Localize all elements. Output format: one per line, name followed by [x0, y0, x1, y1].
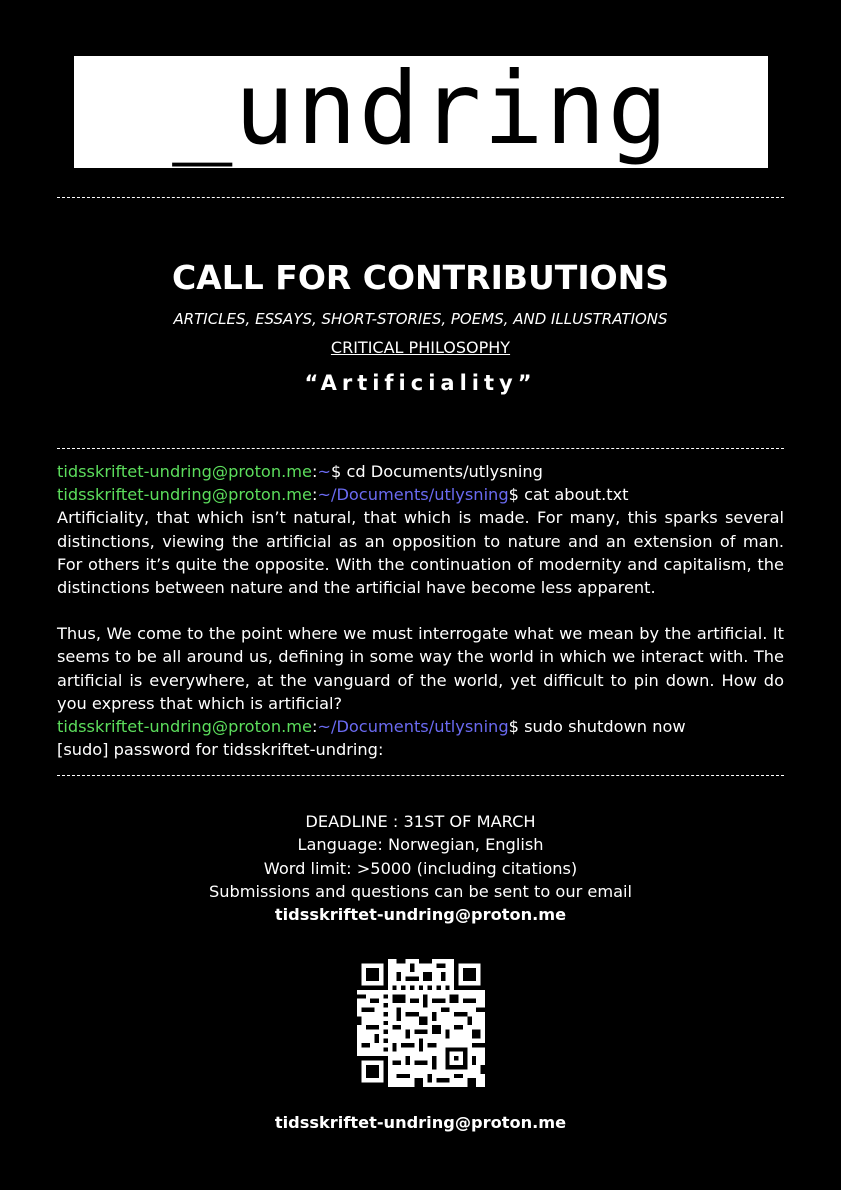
user-host: tidsskriftet-undring@proton.me [57, 462, 312, 481]
about-paragraph-2: Thus, We come to the point where we must interrogate what we mean by the artificial. It seems to be all around us, defining in some way the world in which we interact with. The artificial is everywhere, at the vanguard of the world, yet difficult to pin down. How do you express that which is artificial? [57, 624, 784, 713]
divider-terminal-top [57, 448, 784, 449]
call-subheading: ARTICLES, ESSAYS, SHORT-STORIES, POEMS, AND ILLUSTRATIONS [173, 310, 668, 328]
user-host: tidsskriftet-undring@proton.me [57, 485, 312, 505]
word-limit: Word limit: >5000 (including citations) [263, 858, 578, 878]
command: cat about.txt [524, 485, 629, 505]
submission-info [57, 810, 784, 926]
sudo-prompt: [sudo] password for tidsskriftet-undring: [57, 740, 384, 760]
command: sudo shutdown now [524, 717, 686, 737]
command: cd Documents/utlysning [346, 462, 543, 481]
divider-top [57, 197, 784, 198]
qr-code [357, 959, 485, 1087]
path: ~ [317, 462, 331, 481]
theme-title: “Artificiality” [304, 371, 537, 395]
divider-terminal-bottom [57, 775, 784, 776]
colon: : [311, 462, 318, 481]
path: ~/Documents/utlysning [317, 485, 509, 505]
footer-email: tidsskriftet-undring@proton.me [274, 1113, 567, 1132]
prompt: $ [331, 462, 347, 481]
terminal-line-cd [57, 460, 784, 483]
contact-email: tidsskriftet-undring@proton.me [274, 905, 567, 925]
logo-box [74, 50, 768, 168]
terminal-line-shutdown [57, 715, 784, 738]
prompt: $ [508, 717, 525, 737]
languages: Language: Norwegian, English [297, 835, 544, 855]
about-paragraph-1: Artificiality, that which isn’t natural, that which is made. For many, this sparks several distinctions, viewing the artificial as an opposition to nature and an extension of man. For others it’s quite the opposite. With the continuation of modernity and capitalism, the distinctions between nature and the artificial have become less apparent. [57, 508, 784, 598]
logo-text: _undring [172, 50, 670, 167]
deadline: DEADLINE : 31ST OF MARCH [305, 812, 536, 831]
submissions-note: Submissions and questions can be sent to our email [208, 881, 633, 901]
path: ~/Documents/utlysning [317, 717, 509, 737]
call-heading: CALL FOR CONTRIBUTIONS [171, 258, 670, 297]
colon: : [311, 485, 318, 505]
terminal [57, 460, 784, 761]
terminal-line-cat [57, 483, 784, 506]
user-host: tidsskriftet-undring@proton.me [57, 717, 312, 737]
qr-code-icon [357, 959, 485, 1087]
paragraph-gap [57, 599, 784, 622]
colon: : [311, 717, 318, 737]
prompt: $ [508, 485, 525, 505]
field-label: CRITICAL PHILOSOPHY [330, 338, 511, 357]
